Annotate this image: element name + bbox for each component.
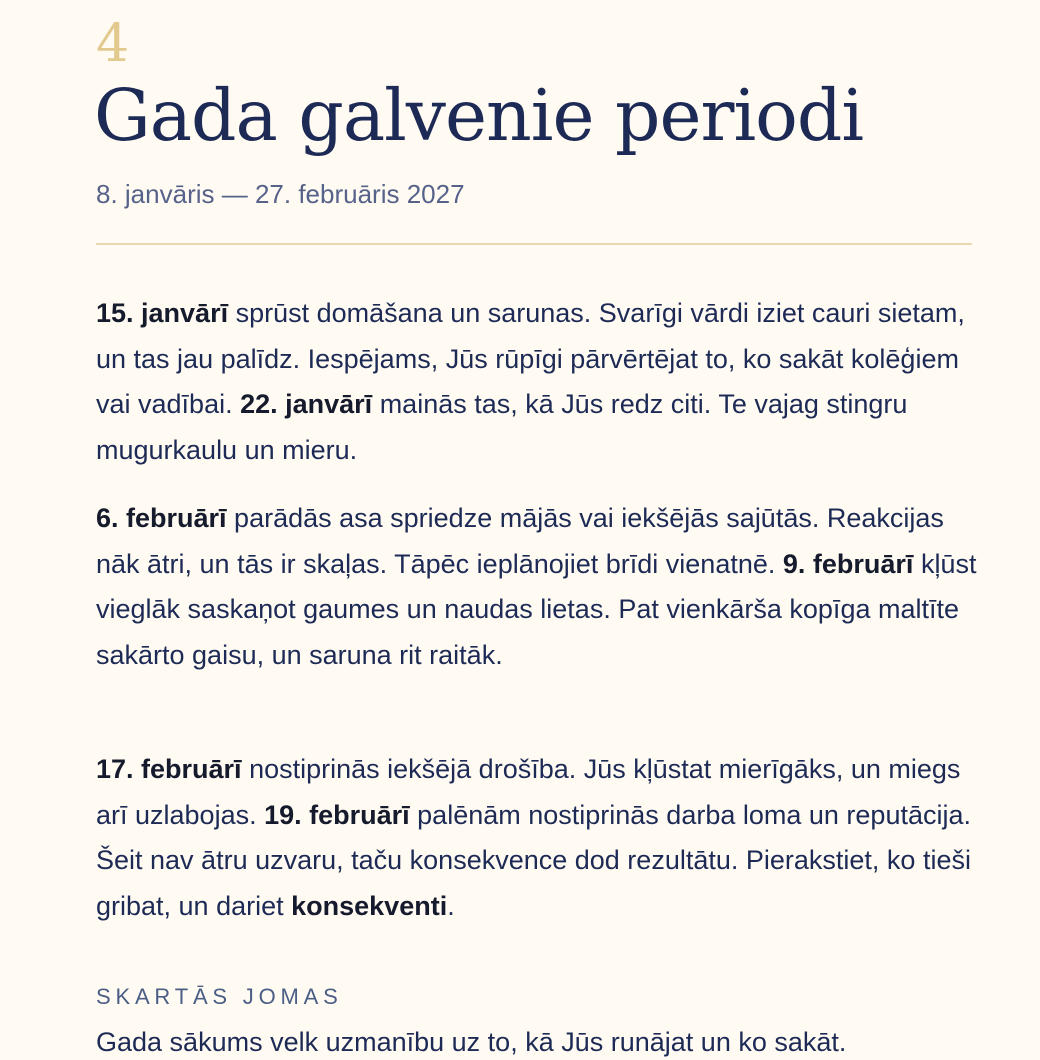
highlighted-date: 19. februārī (264, 799, 410, 830)
highlighted-date: 9. februārī (782, 548, 914, 579)
paragraph-text: kļūst vieglāk saskaņot gaumes un naudas lietas. Pat vienkārša kopīga maltīte sakārto gaisu, un saruna rit raitāk. (96, 548, 977, 670)
paragraph-text: nostiprinās iekšējā drošība. Jūs kļūstat mierīgāks, un miegs arī uzlabojas. (96, 754, 961, 830)
paragraph-text: parādās asa spriedze mājās vai iekšējās sajūtās. Reakcijas nāk ātri, un tās ir skaļas. Tāpēc ieplānojiet brīdi vienatnē. (96, 503, 944, 579)
divider (96, 243, 972, 245)
paragraph-text: palēnām nostiprinās darba loma un reputācija. Šeit nav ātru uzvaru, taču konsekvence dod rezultātu. Pierakstiet, ko tieši gribat, un dariet (96, 799, 971, 921)
affected-areas-heading: SKARTĀS JOMAS (96, 984, 343, 1009)
affected-areas-text: Gada sākums velk uzmanību uz to, kā Jūs runājat un ko sakāt. (96, 1027, 847, 1057)
forecast-paragraph (96, 496, 981, 678)
paragraph-text: . (447, 890, 455, 921)
paragraph-text: sprūst domāšana un sarunas. Svarīgi vārdi iziet cauri sietam, un tas jau palīdz. Iespējams, Jūs rūpīgi pārvērtējat to, ko sakāt kolēģiem vai vadībai. (96, 298, 965, 419)
highlighted-date: konsekventi (291, 890, 448, 921)
highlighted-date: 22. janvārī (240, 389, 373, 419)
forecast-paragraph (96, 747, 981, 929)
section-title: Gada galvenie periodi (94, 74, 864, 157)
section-number: 4 (96, 14, 130, 74)
date-range: 8. janvāris — 27. februāris 2027 (96, 179, 465, 209)
highlighted-date: 17. februārī (96, 754, 242, 784)
paragraph-text: mainās tas, kā Jūs redz citi. Te vajag stingru mugurkaulu un mieru. (96, 389, 908, 465)
highlighted-date: 6. februārī (96, 503, 227, 533)
highlighted-date: 15. janvārī (96, 298, 229, 328)
forecast-paragraph (96, 291, 981, 473)
